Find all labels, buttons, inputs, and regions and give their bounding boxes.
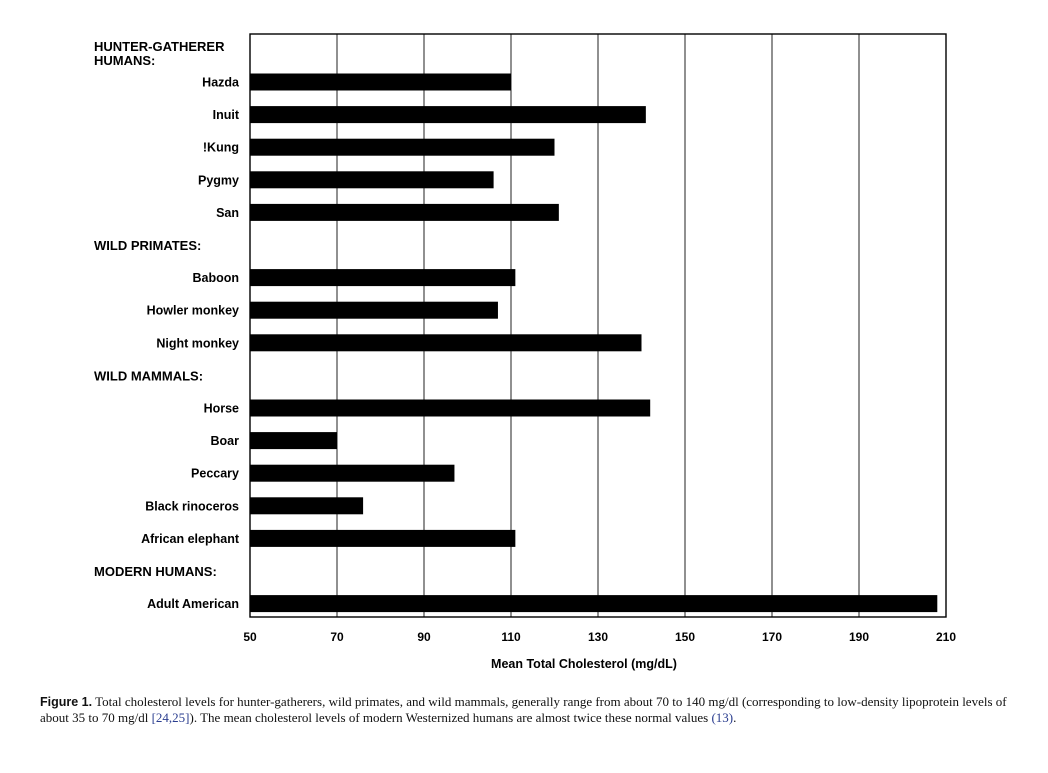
x-tick-label: 150 [674,630,696,644]
group-label: WILD PRIMATES: [94,238,202,253]
category-label: Boar [210,434,239,449]
figure-caption [40,694,1025,725]
x-tick-label: 210 [935,630,957,644]
category-label: Inuit [212,108,239,123]
bar [250,497,363,514]
caption-text: ). The mean cholesterol levels of modern Westernized humans are almost twice these normal values [189,710,712,725]
category-label: San [216,205,239,220]
bar [250,302,498,319]
caption-figure-label: Figure 1. [40,695,93,709]
category-label: Hazda [202,75,239,90]
bar [250,530,515,547]
x-tick-label: 50 [243,630,257,644]
caption-reference-link[interactable]: (13) [711,710,734,725]
x-tick-label: 170 [761,630,783,644]
category-label: !Kung [202,140,239,155]
category-label: Baboon [192,271,239,286]
category-label: Horse [203,401,239,416]
x-axis-title: Mean Total Cholesterol (mg/dL) [491,657,677,671]
bar [250,465,454,482]
bar [250,204,559,221]
category-label: Pygmy [198,173,239,188]
bar [250,74,511,91]
category-label: Adult American [147,597,239,612]
bar [250,139,555,156]
group-label: HUNTER-GATHERER HUMANS: [94,39,225,68]
group-label: WILD MAMMALS: [94,368,204,384]
caption-text: . [733,710,737,725]
bar [250,106,646,123]
x-tick-label: 90 [417,630,431,644]
bar [250,432,337,449]
caption-text: Total cholesterol levels for hunter-gatherers, wild primates, and wild mammals, generally range from about 70 to 140 mg/dl (corresponding to low-density lipoprotein levels of about 35 to 70 mg/dl [40,694,1007,725]
bar [250,269,515,286]
group-label: MODERN HUMANS: [94,564,217,579]
category-label: African elephant [141,531,239,546]
category-label: Black rinoceros [145,499,239,514]
category-label: Peccary [191,466,239,481]
category-label: Howler monkey [146,303,239,318]
bar [250,334,642,351]
caption-reference-link[interactable]: [24,25] [151,710,190,725]
x-tick-label: 130 [587,630,609,644]
x-tick-label: 110 [501,630,521,644]
x-tick-label: 190 [848,630,870,644]
bar [250,595,937,612]
category-label: Night monkey [156,336,239,351]
bar [250,400,650,417]
bar [250,171,494,188]
x-tick-label: 70 [330,630,344,644]
